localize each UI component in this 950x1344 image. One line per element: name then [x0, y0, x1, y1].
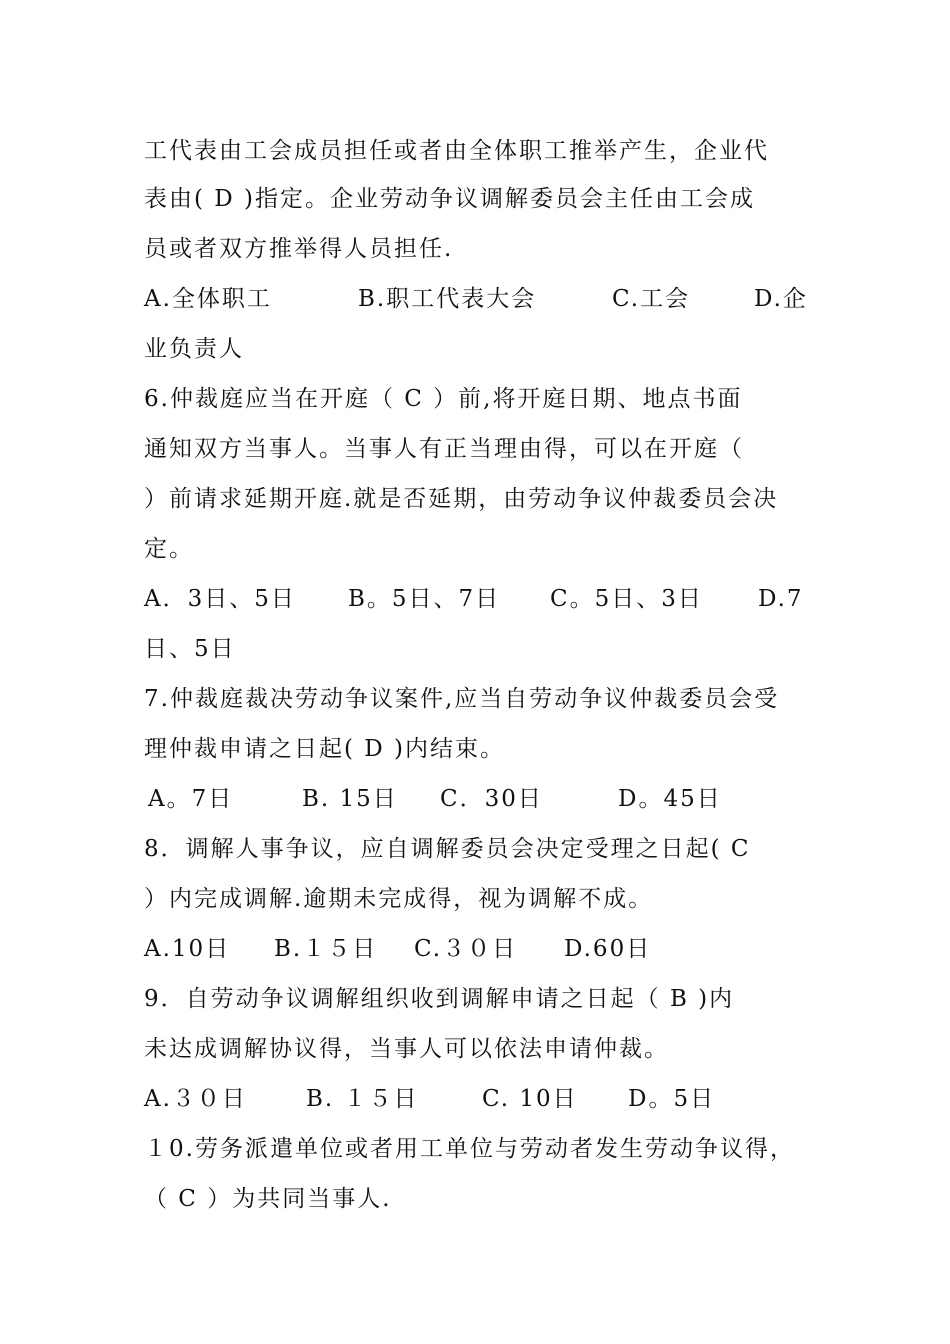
option-b: B. 15日 [302, 786, 398, 812]
option-d: D.7 [758, 586, 804, 612]
option-a: A。7日 [148, 786, 234, 812]
document-body [144, 128, 814, 1224]
answer-options-q6 [144, 574, 814, 624]
option-a: A.10日 [144, 936, 231, 962]
text-line: 员或者双方推举得人员担任. [144, 236, 454, 262]
question-8-line: ）内完成调解.逾期未完成得，视为调解不成。 [144, 886, 654, 912]
answer-options-q9 [144, 1074, 814, 1124]
option-b: B。5日、7日 [348, 586, 501, 612]
option-c: C．30日 [440, 786, 543, 812]
question-10-line: （ C ）为共同当事人. [144, 1186, 392, 1212]
question-7-line: 7.仲裁庭裁决劳动争议案件,应当自劳动争议仲裁委员会受 [144, 686, 780, 712]
text-line: 表由( D )指定。企业劳动争议调解委员会主任由工会成 [144, 186, 756, 212]
option-a: A.３０日 [144, 1086, 247, 1112]
question-6-line: 定。 [144, 536, 194, 562]
option-d: D。45日 [618, 786, 722, 812]
option-b: B.职工代表大会 [358, 286, 537, 312]
question-9-line: 未达成调解协议得，当事人可以依法申请仲裁。 [144, 1036, 669, 1062]
question-6-line: ）前请求延期开庭.就是否延期，由劳动争议仲裁委员会决 [144, 486, 779, 512]
option-d: D.企 [754, 286, 808, 312]
answer-options-q5 [144, 274, 814, 324]
question-8-line: 8．调解人事争议，应自调解委员会决定受理之日起( C [144, 836, 751, 862]
text-line: 工代表由工会成员担任或者由全体职工推举产生，企业代 [144, 138, 769, 164]
option-b: B.１５日 [274, 936, 378, 962]
text-line: 业负责人 [144, 336, 244, 362]
text-line: 日、5日 [144, 636, 236, 662]
option-b: B. １５日 [306, 1086, 419, 1112]
option-c: C.３０日 [414, 936, 518, 962]
option-c: C。5日、3日 [550, 586, 703, 612]
option-d: D。5日 [628, 1086, 716, 1112]
option-a: A．3日、5日 [144, 586, 296, 612]
question-7-line: 理仲裁申请之日起( D )内结束。 [144, 736, 506, 762]
option-c: C. 10日 [482, 1086, 578, 1112]
answer-options-q7 [144, 774, 814, 824]
option-c: C.工会 [612, 286, 691, 312]
question-10-line: １0.劳务派遣单位或者用工单位与劳动者发生劳动争议得， [144, 1136, 795, 1162]
question-6-line: 通知双方当事人。当事人有正当理由得，可以在开庭（ [144, 436, 744, 462]
option-d: D.60日 [564, 936, 652, 962]
answer-options-q8 [144, 924, 814, 974]
question-9-line: 9．自劳动争议调解组织收到调解申请之日起（ B )内 [144, 986, 735, 1012]
option-a: A.全体职工 [144, 286, 272, 312]
question-6-line: 6.仲裁庭应当在开庭（ C ）前,将开庭日期、地点书面 [144, 386, 743, 412]
